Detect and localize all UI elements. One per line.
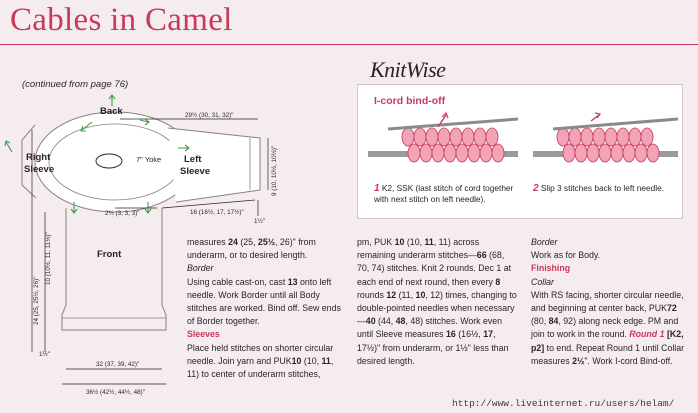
label-back: Back <box>100 106 123 117</box>
dim-top: 29½ (30, 31, 32)" <box>185 112 234 119</box>
dim-sleeve: 16 (16½, 17, 17½)" <box>190 209 244 216</box>
label-right-sleeve-2: Sleeve <box>24 164 55 175</box>
icord-illustration-1 <box>368 107 518 169</box>
heading-border-sleeve: Border <box>531 237 558 247</box>
watermark-url: http://www.liveinternet.ru/users/helam/ <box>452 398 675 409</box>
heading-collar: Collar <box>531 276 554 287</box>
title-rule <box>0 44 698 45</box>
label-left-sleeve-2: Sleeve <box>180 166 211 177</box>
dim-cuff: 1½" <box>254 218 265 225</box>
label-right-sleeve-1: Right <box>26 152 51 163</box>
label-front: Front <box>97 249 122 260</box>
border-paragraph: Using cable cast-on, cast 13 onto left needle. Work Border until all Body stitches are worked. Bind off. Sew ends of Border together. <box>187 276 341 327</box>
caption-2 <box>533 183 678 194</box>
dim-body-v: 10 (10½, 11, 11½)" <box>45 232 52 285</box>
dim-armhole: 2½ (3, 3, 3)" <box>105 210 140 217</box>
heading-sleeves: Sleeves <box>187 329 220 340</box>
caption-1-text: K2, SSK (last stitch of cord together with next stitch on left needle). <box>374 183 514 204</box>
sleeve-shaping-paragraph: pm, PUK 10 (10, 11, 11) across remaining underarm stitches—66 (68, 70, 74) stitches. Knit 2 rounds. Dec 1 at each end of next round, then every 8 rounds 12 (11, 10, 12) times, changing to double-pointed needles when necessary—40 (44, 48, 48) stitches. Work even until Sleeve measures 16 (16½, 17, 17½)" from underarm, or 1½" less than desired length. <box>357 237 517 366</box>
knitwise-heading: I-cord bind-off <box>374 95 446 107</box>
text-column-1 <box>187 236 347 381</box>
text-column-3 <box>531 236 691 368</box>
caption-1-number: 1 <box>374 183 380 194</box>
caption-2-text: Slip 3 stitches back to left needle. <box>540 183 665 193</box>
border-sleeve-paragraph: Work as for Body. <box>531 250 601 261</box>
dim-side-v: 9 (10, 10½, 10½)" <box>271 145 278 196</box>
heading-border: Border <box>187 263 214 274</box>
icord-illustration-2 <box>533 107 678 169</box>
dim-hem-width: 36½ (42½, 44½, 48)" <box>86 389 145 396</box>
caption-1 <box>374 183 524 205</box>
dim-total-v: 24 (25, 25½, 26)" <box>33 276 40 325</box>
label-yoke: 7" Yoke <box>136 155 162 164</box>
label-left-sleeve-1: Left <box>184 154 202 165</box>
page-title: Cables in Camel <box>10 2 233 38</box>
sleeves-paragraph: Place held stitches on shorter circular needle. Join yarn and PUK10 (10, 11, 11) to center of underarm stitches, <box>187 342 334 380</box>
dim-width: 32 (37, 39, 42)" <box>96 361 140 368</box>
text-column-2 <box>357 236 517 368</box>
collar-paragraph: With RS facing, shorter circular needle, and beginning at center back, PUK72 (80, 84, 92) along neck edge. PM and join to work in the round. Round 1 [K2, p2] to end. Repeat Round 1 until Collar measures 2½". Work I-cord Bind-off. <box>531 289 685 366</box>
caption-2-number: 2 <box>533 183 539 194</box>
knitwise-box <box>357 84 683 219</box>
body-measure-paragraph: measures 24 (25, 25½, 26)" from underarm, or to desired length. <box>187 237 316 261</box>
knitwise-title: KnitWise <box>370 57 446 82</box>
dim-hem-v: 1½" <box>39 351 50 358</box>
heading-finishing: Finishing <box>531 263 571 274</box>
continued-note: (continued from page 76) <box>22 79 129 90</box>
